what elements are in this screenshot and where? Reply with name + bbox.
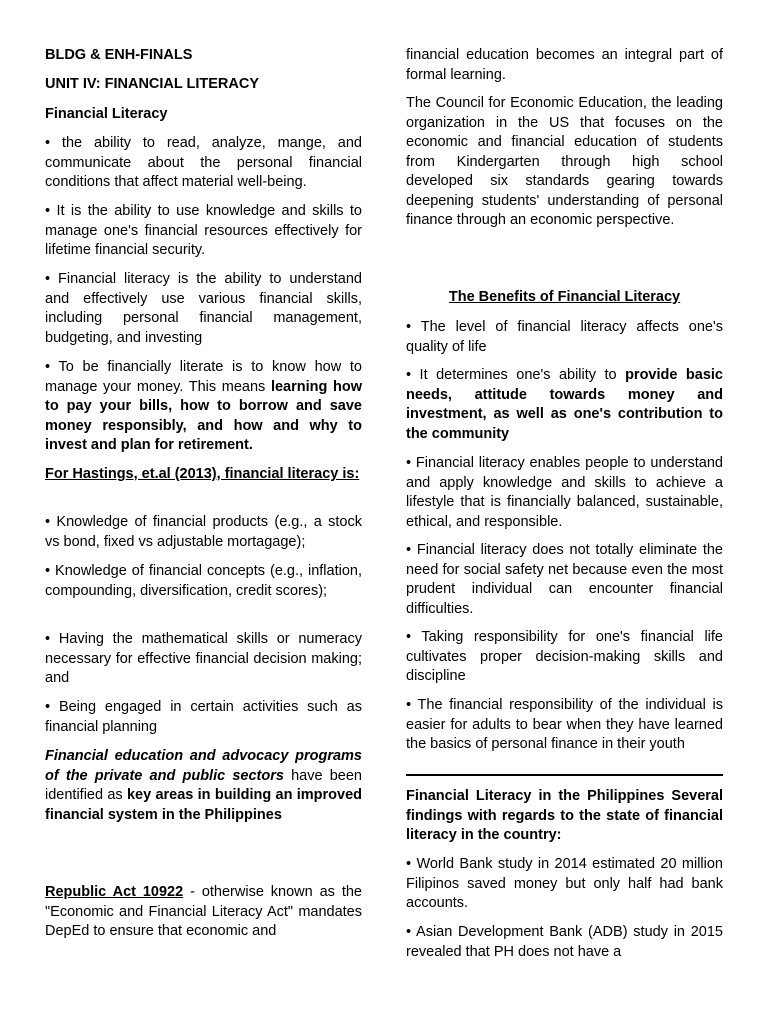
philippines-heading: Financial Literacy in the Philippines Several findings with regards to the state of financial literacy in the country: (406, 788, 723, 843)
hastings-item-3: • Having the mathematical skills or numeracy necessary for effective financial decision making; and (45, 631, 362, 686)
hastings-item-1: • Knowledge of financial products (e.g., a stock vs bond, fixed vs adjustable mortagage); (45, 514, 362, 550)
council-paragraph: The Council for Economic Education, the leading organization in the US that focuses on the economic and financial education of students from Kindergarten through high school developed six standards gearing towards deepening students' understanding of personal finance through an economic perspective. (406, 95, 723, 228)
definition-4: • To be financially literate is to know how to manage your money. This means learning how to pay your bills, how to borrow and save money responsibly, and how and why to invest and plan for retirement. (45, 359, 362, 453)
definition-3: • Financial literacy is the ability to understand and effectively use various financial skills, including personal financial management, budgeting, and investing (45, 271, 362, 346)
republic-act-paragraph: Republic Act 10922 - otherwise known as the "Economic and Financial Literacy Act" mandates DepEd to ensure that economic and (45, 884, 362, 939)
section-title: Financial Literacy (45, 106, 168, 122)
continuation-paragraph: financial education becomes an integral part of formal learning. (406, 47, 723, 83)
section-divider (406, 774, 723, 776)
programs-paragraph: Financial education and advocacy programs of the private and public sectors have been identified as key areas in building an improved financial system in the Philippines (45, 748, 362, 823)
benefit-5: • Taking responsibility for one's financial life cultivates proper decision-making skills and discipline (406, 629, 723, 684)
philippines-finding-1: • World Bank study in 2014 estimated 20 million Filipinos saved money but only half had bank accounts. (406, 856, 723, 911)
hastings-item-2: • Knowledge of financial concepts (e.g., inflation, compounding, diversification, credit scores); (45, 563, 362, 599)
benefit-1: • The level of financial literacy affects one's quality of life (406, 319, 723, 355)
benefit-2: • It determines one's ability to provide basic needs, attitude towards money and investment, as well as one's contribution to the community (406, 367, 723, 442)
benefit-3: • Financial literacy enables people to understand and apply knowledge and skills to achieve a lifestyle that is financially balanced, sustainable, ethical, and responsible. (406, 455, 723, 530)
unit-header: UNIT IV: FINANCIAL LITERACY (45, 76, 260, 92)
benefit-6: • The financial responsibility of the individual is easier for adults to bear when they have learned the basics of personal finance in their youth (406, 697, 723, 752)
course-header: BLDG & ENH-FINALS (45, 47, 193, 63)
hastings-item-4: • Being engaged in certain activities such as financial planning (45, 699, 362, 735)
definition-2: • It is the ability to use knowledge and skills to manage one's financial resources effectively for lifetime financial security. (45, 203, 362, 258)
hastings-heading: For Hastings, et.al (2013), financial literacy is: (45, 466, 360, 482)
philippines-finding-2: • Asian Development Bank (ADB) study in 2015 revealed that PH does not have a (406, 924, 723, 960)
definition-1: • the ability to read, analyze, mange, and communicate about the personal financial conditions that affect material well-being. (45, 135, 362, 190)
benefit-4: • Financial literacy does not totally eliminate the need for social safety net because even the most prudent individual can encounter financial difficulties. (406, 542, 723, 617)
benefits-heading: The Benefits of Financial Literacy (448, 289, 681, 305)
